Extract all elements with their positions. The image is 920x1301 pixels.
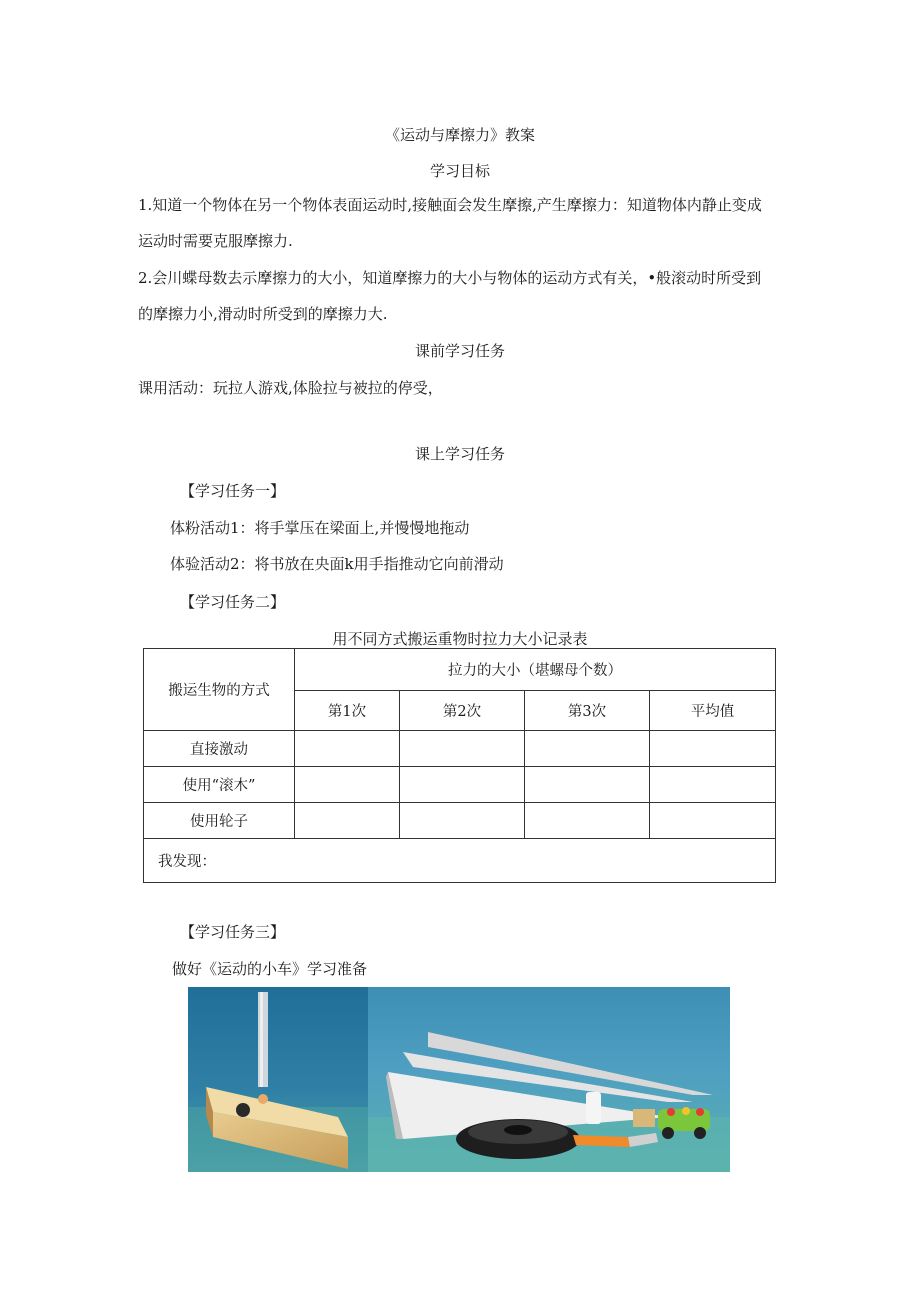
table-cell[interactable] [650, 767, 776, 803]
table-cell[interactable] [525, 803, 650, 839]
column-header-3: 第3次 [525, 691, 650, 731]
table-row [144, 767, 776, 803]
objective-2-line-1: 2.会川蝶母数去示摩擦力的大小，知道摩擦力的大小与物体的运动方式有关，•般滚动时所受到 [138, 269, 762, 287]
task-3-text: 做好《运动的小车》学习准备 [172, 960, 368, 978]
row-label: 使用轮子 [144, 803, 295, 839]
table-cell[interactable] [400, 767, 525, 803]
photo-right-panel [368, 987, 730, 1172]
table-cell[interactable] [295, 803, 400, 839]
table-cell[interactable] [650, 731, 776, 767]
row-header-cell: 搬运生物的方式 [144, 649, 295, 731]
document-title: 《运动与摩擦力》教案 [384, 126, 535, 144]
column-header-2: 第2次 [400, 691, 525, 731]
task-3-label: 【学习任务三】 [180, 923, 286, 941]
column-header-1: 第1次 [295, 691, 400, 731]
column-header-average: 平均值 [650, 691, 776, 731]
group-header-cell: 拉力的大小（堪螺母个数） [295, 649, 776, 691]
task-1-label: 【学习任务一】 [180, 482, 286, 500]
task-1-activity-1: 体粉活动1：将手掌压在梁面上,并慢慢地拖动 [170, 519, 470, 537]
table-cell[interactable] [650, 803, 776, 839]
small-block [633, 1109, 655, 1127]
preclass-heading: 课前学习任务 [414, 342, 505, 360]
table-cell[interactable] [295, 767, 400, 803]
objective-1-line-1: 1.知道一个物体在另一个物体表面运动时,接触面会发生摩擦,产生摩擦力：知道物体内静止变成 [138, 196, 762, 214]
table-cell[interactable] [400, 803, 525, 839]
table-cell[interactable] [525, 767, 650, 803]
row-label: 使用“滚木” [144, 767, 295, 803]
objective-2-line-2: 的摩擦力小,滑动时所受到的摩擦力大. [138, 305, 388, 323]
table-cell[interactable] [295, 731, 400, 767]
table-row [144, 731, 776, 767]
preclass-activity: 课用活动：玩拉人游戏,体脸拉与被拉的停受， [138, 379, 443, 397]
objective-1-line-2: 运动时需要克服摩擦力. [138, 232, 293, 250]
tape-roll [586, 1092, 601, 1124]
table-caption: 用不同方式搬运重物时拉力大小记录表 [332, 630, 588, 648]
task-1-activity-2: 体验活动2：将书放在央面k用手指推动它向前滑动 [170, 555, 504, 573]
tape-strip [573, 1135, 630, 1147]
row-label: 直接激动 [144, 731, 295, 767]
table-row [144, 803, 776, 839]
findings-cell[interactable]: 我发现： [144, 839, 776, 883]
task-2-label: 【学习任务二】 [180, 593, 286, 611]
knob [236, 1103, 250, 1117]
table-cell[interactable] [525, 731, 650, 767]
inclass-heading: 课上学习任务 [414, 445, 505, 463]
experiment-photo [188, 987, 730, 1172]
record-table [143, 648, 776, 883]
photo-left-panel [188, 987, 368, 1172]
table-cell[interactable] [400, 731, 525, 767]
objectives-heading: 学习目标 [429, 162, 490, 180]
